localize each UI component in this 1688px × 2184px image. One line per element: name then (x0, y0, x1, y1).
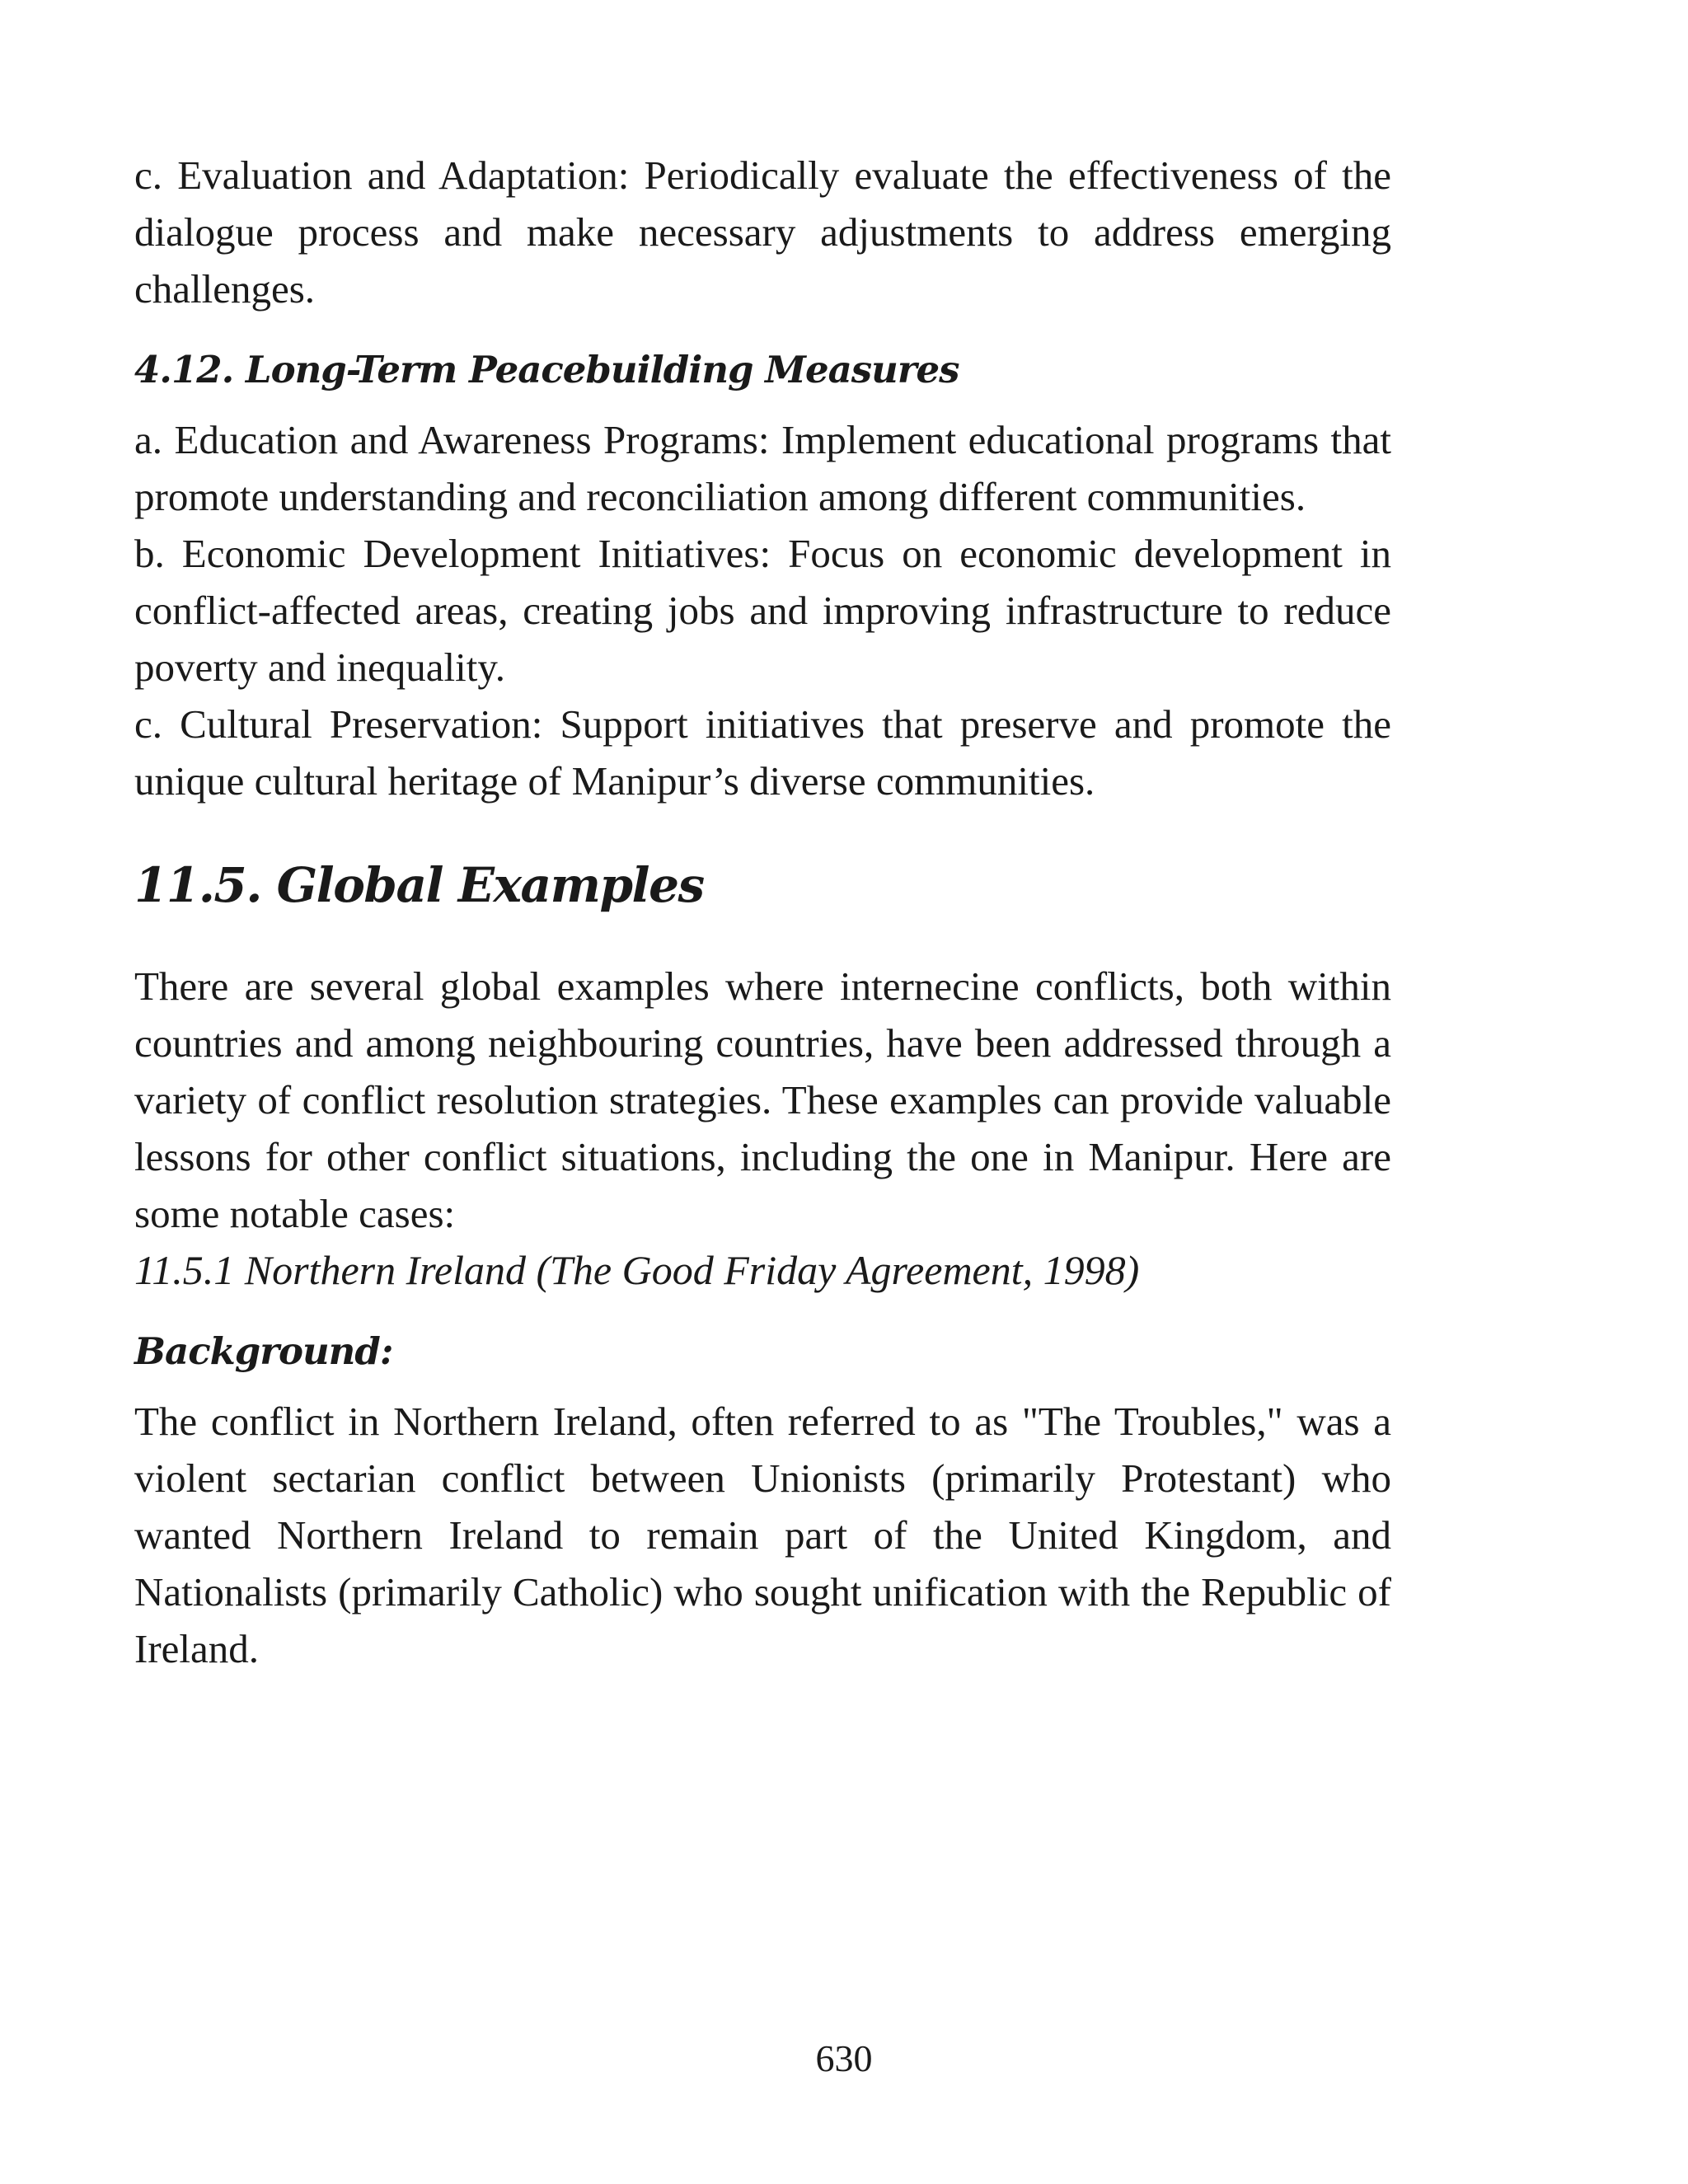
page-body (134, 147, 1391, 1677)
paragraph-education-awareness: a. Education and Awareness Programs: Implement educational programs that promote understanding and reconciliation among different communities. (134, 417, 1391, 519)
paragraph-global-examples: There are several global examples where internecine conflicts, both within countries and among neighbouring countries, have been addressed through a variety of conflict resolution strategies. These examples can provide valuable lessons for other conflict situations, including the one in Manipur. Here are some notable cases: (134, 963, 1391, 1236)
paragraph-economic-development: b. Economic Development Initiatives: Focus on economic development in conflict-affected areas, creating jobs and improving infrastructure to reduce poverty and inequality. (134, 531, 1391, 690)
section-heading-global-examples: 11.5. Global Examples (134, 857, 704, 913)
subheading-background: Background: (134, 1329, 393, 1373)
paragraph-cultural-preservation: c. Cultural Preservation: Support initiatives that preserve and promote the unique cultural heritage of Manipur’s diverse communities. (134, 701, 1391, 804)
paragraph-background: The conflict in Northern Ireland, often referred to as "The Troubles," was a violent sectarian conflict between Unionists (primarily Protestant) who wanted Northern Ireland to remain part of the United Kingdom, and Nationalists (primarily Catholic) who sought unification with the Republic of Ireland. (134, 1399, 1391, 1671)
subheading-long-term-peacebuilding: 4.12. Long-Term Peacebuilding Measures (134, 348, 959, 391)
subheading-northern-ireland: 11.5.1 Northern Ireland (The Good Friday Agreement, 1998) (134, 1247, 1140, 1293)
page-number: 630 (815, 2037, 873, 2079)
paragraph-evaluation-adaptation: c. Evaluation and Adaptation: Periodically evaluate the effectiveness of the dialogue process and make necessary adjustments to address emerging challenges. (134, 152, 1391, 312)
